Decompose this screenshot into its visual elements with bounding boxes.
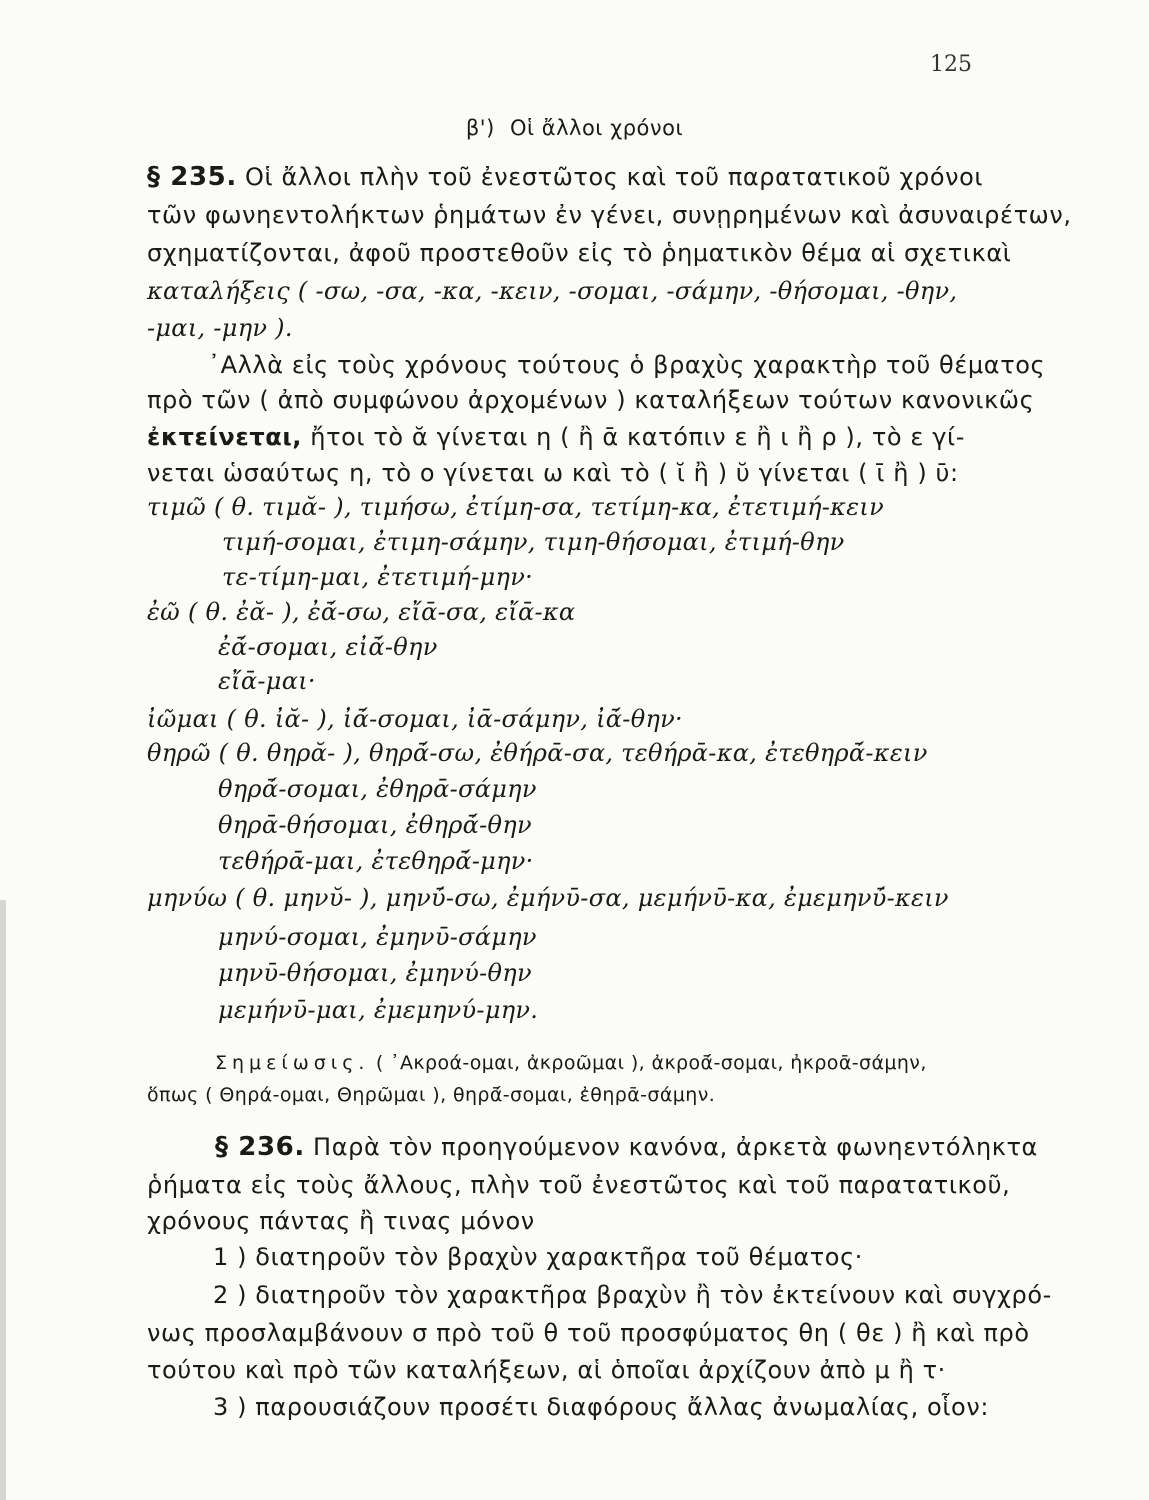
example-line: ἰῶμαι ( θ. ἰᾰ- ), ἰᾱ́-σομαι, ἰᾱ-σάμην, ἰᾱ́-θην· <box>147 705 683 733</box>
sec236-item-2: 2 ) διατηροῦν τὸν χαρακτῆρα βραχὺν ἢ τὸν ἐκτείνουν καὶ συγχρό- <box>213 1281 1052 1309</box>
example-line: θηρᾱ-θήσομαι, ἐθηρᾱ́-θην <box>218 811 532 839</box>
page-number: 125 <box>930 52 972 77</box>
heading-label: β') <box>465 116 495 140</box>
sec235-line-2: τῶν φωνηεντολήκτων ῥημάτων ἐν γένει, συνῃρημένων καὶ ἀσυναιρέτων, <box>147 201 1072 229</box>
heading-title: Οἱ ἄλλοι χρόνοι <box>509 116 684 140</box>
section-heading <box>0 116 1149 140</box>
sec236-text: Παρὰ τὸν προηγούμενον κανόνα, ἀρκετὰ φωνηεντόληκτα <box>313 1133 1038 1161</box>
bold-term: ἐκτείνεται, <box>147 423 303 451</box>
sec235-text: Οἱ ἄλλοι πλὴν τοῦ ἐνεστῶτος καὶ τοῦ παρατατικοῦ χρόνοι <box>245 163 984 191</box>
example-line: μηνύω ( θ. μηνῠ- ), μηνῡ́-σω, ἐμήνῡ-σα, μεμήνῡ-κα, ἐμεμηνῡ́-κειν <box>147 884 949 912</box>
sec236-item-1: 1 ) διατηροῦν τὸν βραχὺν χαρακτῆρα τοῦ θέματος· <box>213 1243 864 1271</box>
note-line-1 <box>215 1048 927 1078</box>
sec236-item-2-cont2: τούτου καὶ πρὸ τῶν καταλήξεων, αἱ ὁποῖαι ἀρχίζουν ἀπὸ μ ἢ τ· <box>147 1356 946 1384</box>
sec235-para2-line-4: νεται ὡσαύτως η, τὸ ο γίνεται ω καὶ τὸ ( ῐ ἢ ) ῠ γίνεται ( ῑ ἢ ) ῡ: <box>147 459 959 487</box>
example-line: εἴᾱ-μαι· <box>218 667 316 695</box>
sec236-line-1 <box>215 1132 1038 1162</box>
example-line: τεθήρᾱ-μαι, ἐτεθηρᾱ́-μην· <box>218 847 534 875</box>
sec235-line-3: σχηματίζονται, ἀφοῦ προστεθοῦν εἰς τὸ ῥηματικὸν θέμα αἱ σχετικαὶ <box>147 239 1012 267</box>
page-edge-shadow <box>0 900 6 1500</box>
example-line: μηνύ-σομαι, ἐμηνῡ-σάμην <box>218 923 537 951</box>
example-line: τιμῶ ( θ. τιμᾰ- ), τιμήσω, ἐτίμη-σα, τετίμη-κα, ἐτετιμή-κειν <box>147 493 884 521</box>
sec235-line-1 <box>147 162 983 192</box>
sec236-item-3: 3 ) παρουσιάζουν προσέτι διαφόρους ἄλλας ἀνωμαλίας, οἷον: <box>213 1393 990 1421</box>
sec235-line-4: καταλήξεις ( -σω, -σα, -κα, -κειν, -σομαι, -σάμην, -θήσομαι, -θην, <box>147 277 958 305</box>
sec236-item-2-cont: νως προσλαμβάνουν σ πρὸ τοῦ θ τοῦ προσφύματος θη ( θε ) ἢ καὶ πρὸ <box>147 1319 1030 1347</box>
sec236-mark: § 236. <box>215 1132 305 1162</box>
sec235-line-5: -μαι, -μην ). <box>147 314 293 342</box>
example-line: θηρῶ ( θ. θηρᾰ- ), θηρᾱ́-σω, ἐθήρᾱ-σα, τεθήρᾱ-κα, ἐτεθηρᾱ́-κειν <box>147 739 928 767</box>
example-line: μηνῡ-θήσομαι, ἐμηνύ-θην <box>218 959 532 987</box>
example-line: μεμήνῡ-μαι, ἐμεμηνύ-μην. <box>218 996 539 1024</box>
example-line: τιμή-σομαι, ἐτιμη-σάμην, τιμη-θήσομαι, ἐτιμή-θην <box>222 528 845 556</box>
sec235-para2-line-1: ᾿Αλλὰ εἰς τοὺς χρόνους τούτους ὁ βραχὺς χαρακτὴρ τοῦ θέματος <box>208 351 1046 379</box>
example-line: τε-τίμη-μαι, ἐτετιμή-μην· <box>222 563 534 591</box>
sec235-para2-line-3-rest: ἤτοι τὸ ᾰ γίνεται η ( ἢ ᾱ κατόπιν ε ἢ ι ἢ ρ ), τὸ ε γί- <box>310 423 965 451</box>
sec235-para2-line-2: πρὸ τῶν ( ἀπὸ συμφώνου ἀρχομένων ) καταλήξεων τούτων κανονικῶς <box>147 386 1035 414</box>
example-line: ἐᾱ́-σομαι, εἰᾱ́-θην <box>218 633 438 661</box>
note-label: Σημείωσις. <box>215 1052 370 1074</box>
sec236-line-2: ῥήματα εἰς τοὺς ἄλλους, πλὴν τοῦ ἐνεστῶτος καὶ τοῦ παρατατικοῦ, <box>147 1171 1011 1199</box>
note-line-2: ὅπως ( Θηρά-ομαι, Θηρῶμαι ), θηρᾱ́-σομαι, ἐθηρᾱ-σάμην. <box>147 1084 716 1106</box>
note-text-1: ( ᾿Ακροά-ομαι, ἀκροῶμαι ), ἀκροᾱ́-σομαι, ἠκροᾱ-σάμην, <box>375 1052 927 1074</box>
sec235-para2-line-3 <box>147 422 965 452</box>
example-line: θηρᾱ́-σομαι, ἐθηρᾱ-σάμην <box>218 775 537 803</box>
sec236-line-3: χρόνους πάντας ἢ τινας μόνον <box>147 1207 535 1235</box>
sec235-mark: § 235. <box>147 162 237 192</box>
example-line: ἐῶ ( θ. ἐᾰ- ), ἐᾱ́-σω, εἴᾱ-σα, εἴᾱ-κα <box>147 598 576 626</box>
